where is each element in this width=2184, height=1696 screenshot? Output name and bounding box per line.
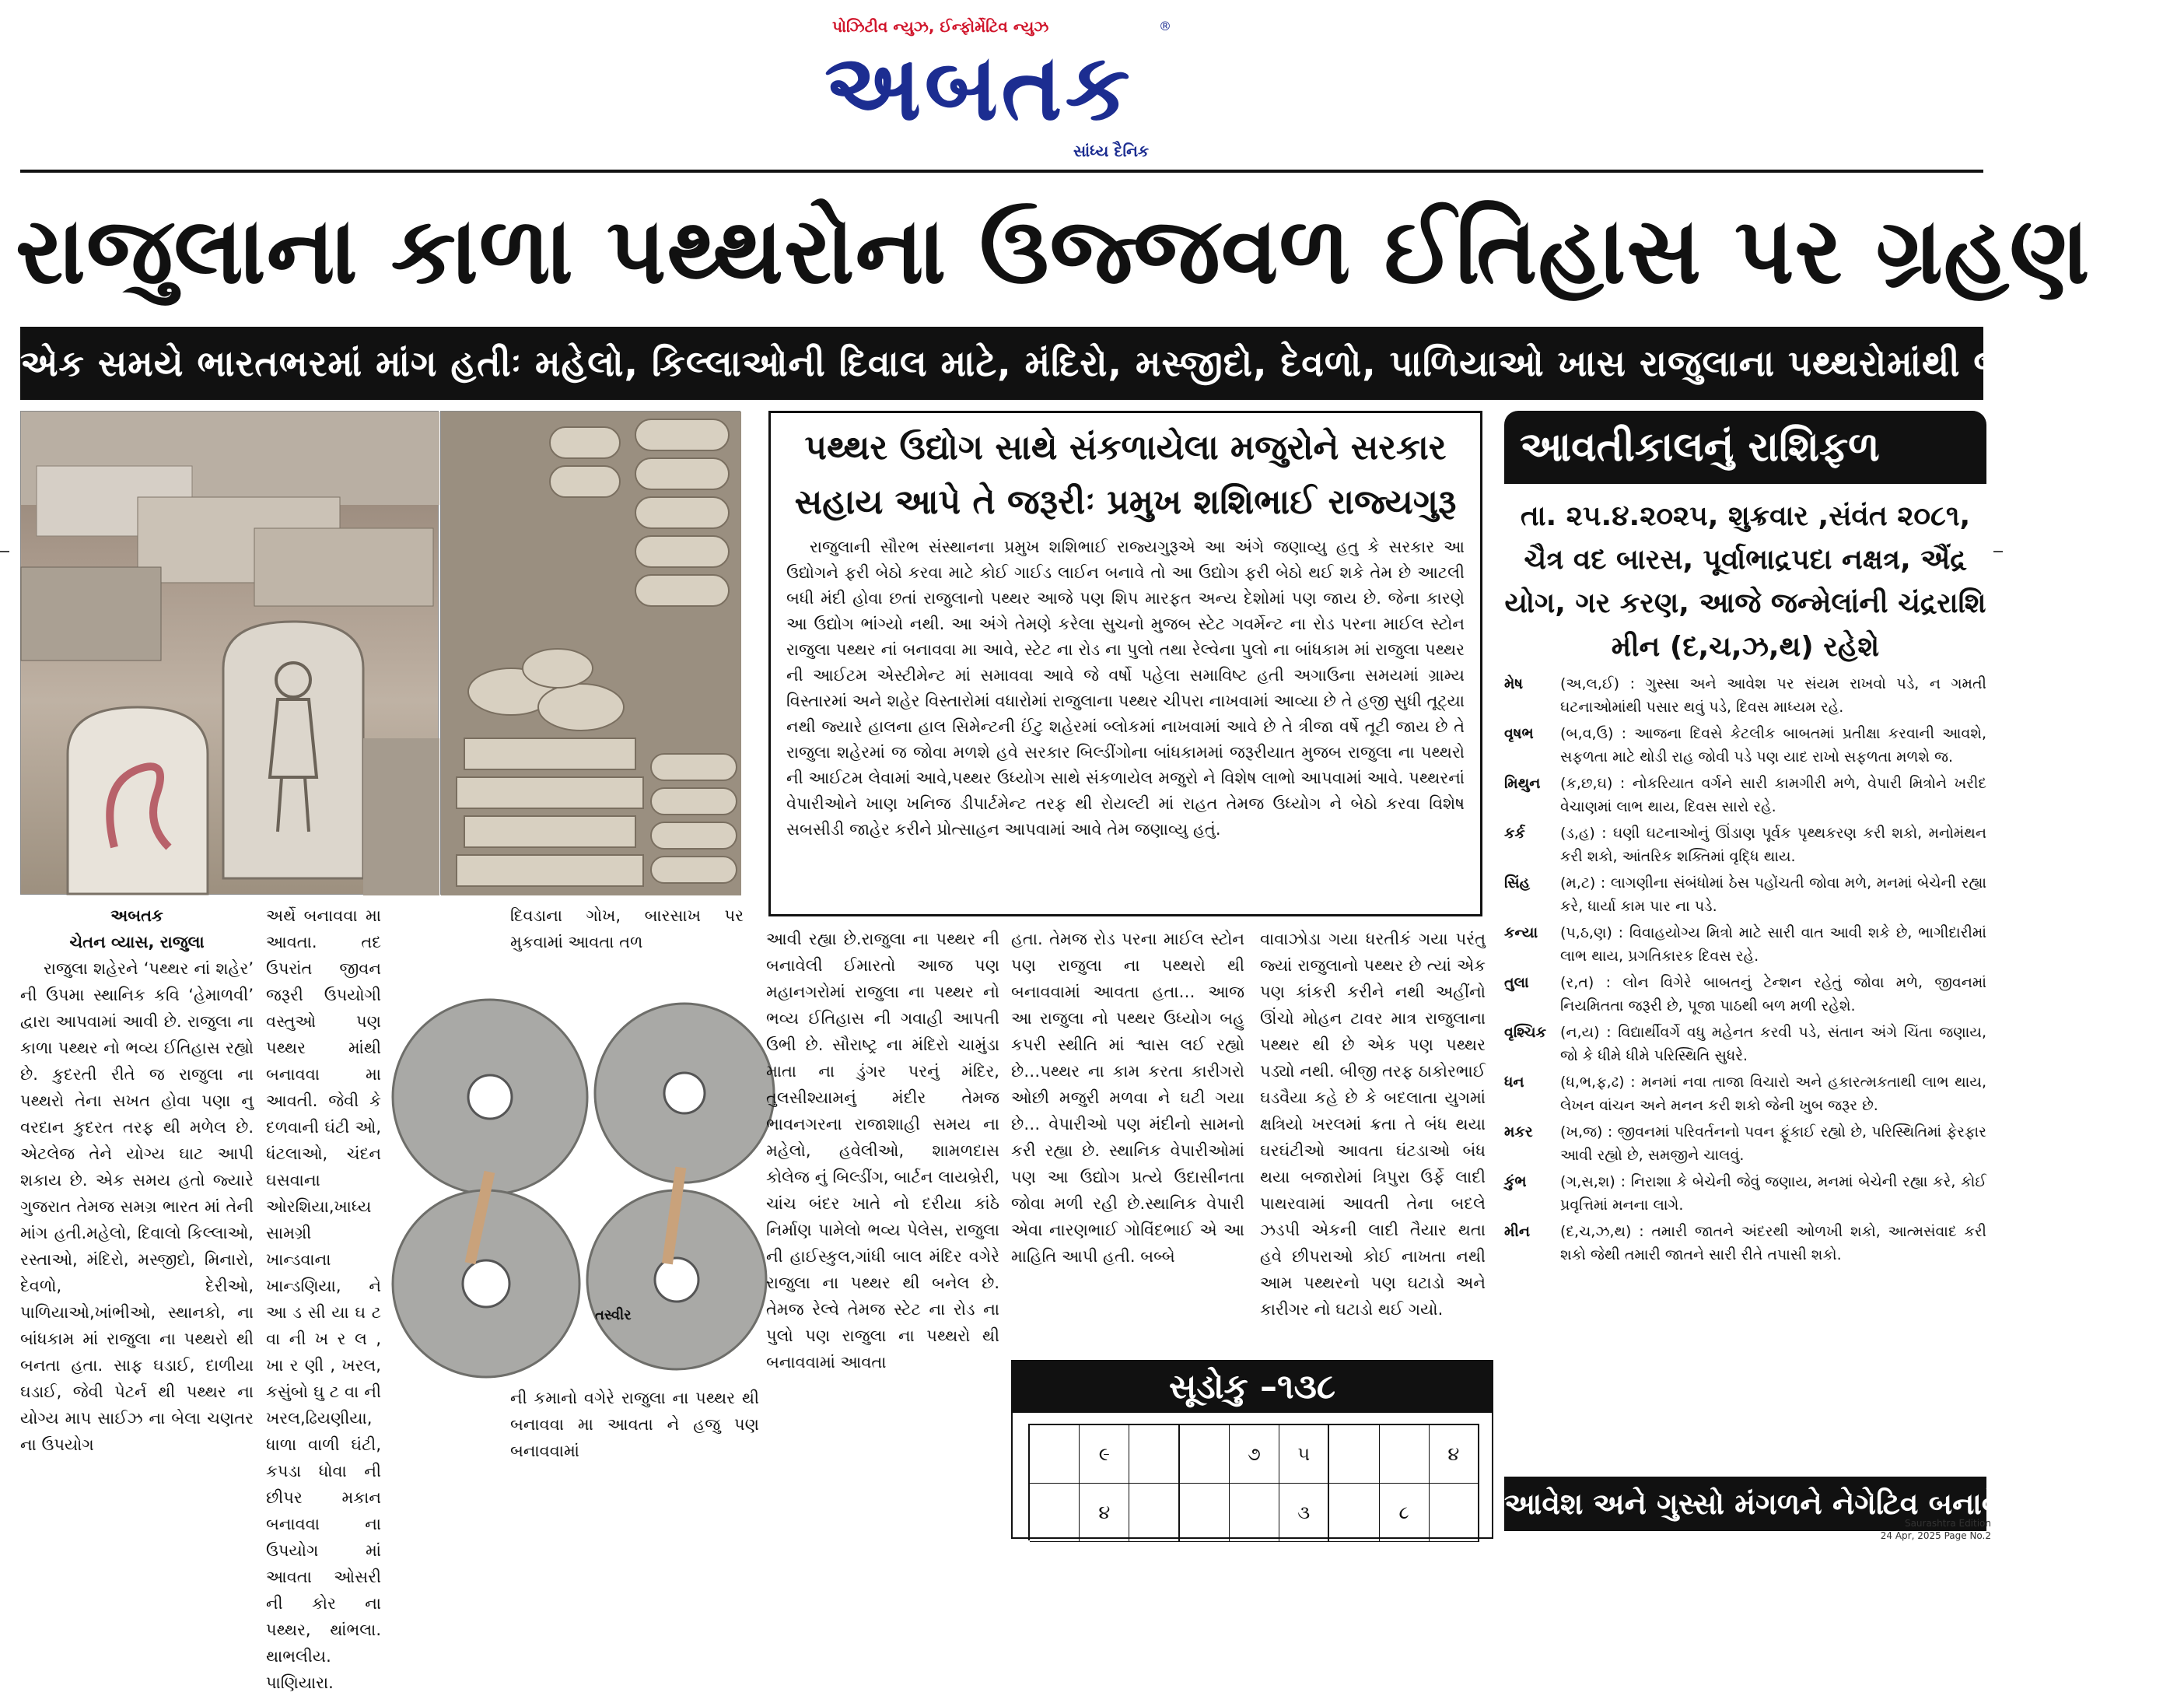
- sudoku-cell: ૩: [1279, 1484, 1329, 1542]
- article-column-5: [1011, 926, 1244, 1270]
- rashi-text: (બ,વ,ઉ) : આજના દિવસે કેટલીક બાબતમાં પ્રતીક્ષા કરવાની આવશે, સફળતા માટે થોડી રાહ જોવી પડે પણ યાદ રાખો સફળતા મળશે જ.: [1560, 725, 1986, 766]
- rashifal-date-line: તા. ૨૫.૪.૨૦૨૫, શુક્રવાર ,સંવંત ૨૦૮૧, ચૈત્ર વદ બારસ, પૂર્વાભાદ્રપદા નક્ષત્ર, ઐંદ્ર યોગ, ગર કરણ, આજે જન્મેલાંની ચંદ્રરાશિ મીન (દ,ચ,ઝ,થ) રહેશે: [1504, 500, 1986, 663]
- edition-name: Saurashtra Edition: [1904, 1518, 1991, 1529]
- rashi-item: [1504, 971, 1986, 1018]
- rashi-text: (અ,લ,ઈ) : ગુસ્સા અને આવેશ પર સંયમ રાખવો પડે, ન ગમતી ઘટનાઓમાંથી પસાર થવું પડે, દિવસ માધ્યમ રહે.: [1560, 675, 1986, 716]
- rashi-name: કન્યા: [1504, 924, 1538, 941]
- subheadline-band: એક સમયે ભારતભરમાં માંગ હતીઃ મહેલો, કિલ્લાઓની દિવાલ માટે, મંદિરો, મસ્જીદો, દેવળો, પાળિયાઓ ખાસ રાજુલાના પથ્થરોમાંથી જ બનતા હતા: [20, 327, 1983, 400]
- rashi-item: [1504, 822, 1986, 868]
- rashi-text: (ખ,જ) : જીવનમાં પરિવર્તનનો પવન ફૂંકાઈ રહ્યો છે, પરિસ્થિતિમાં ફેરફાર આવી રહ્યો છે, સમજીને ચાલવું.: [1560, 1123, 1986, 1164]
- grinding-wheels-illustration: [389, 980, 778, 1385]
- boxed-article-body: રાજુલાની સૌરભ સંસ્થાનના પ્રમુખ શશિભાઈ રાજ્યગુરૂએ આ અંગે જણાવ્યુ હતુ કે સરકાર આ ઉદ્યોગને ફરી બેઠો કરવા માટે કોઈ ગાઈડ લાઈન બનાવે તો આ ઉદ્યોગ ફરી બેઠો થઈ શકે તેમ છે આટલી બધી મંદી હોવા છતાં રાજુલાનો પથ્થર આજે પણ શિપ મારફત અન્ય દેશોમાં પણ જાય છે. જેના કારણે આ ઉદ્યોગ ભાંગ્યો નથી. આ અંગે તેમણે કરેલા સુચનો મુજબ સ્ટેટ ગવર્મેન્ટ ના રોડ પરના માઈલ સ્ટોન રાજુલા પથ્થર નાં બનાવવા મા આવે, સ્ટેટ ના રોડ ના પુલો તથા રેલ્વેના પુલો ના બાંધકામ માં રાજુલા પથ્થર ની આઈટમ એસ્ટીમેન્ટ માં સમાવવા આવે જે વર્ષો પહેલા સમાવિષ્ટ હતી અગાઉના સમયમાં ગ્રામ્ય વિસ્તારમાં અને શહેર વિસ્તારોમાં વધારોમાં રાજુલાના પથ્થર ચીપરા નાખવામાં આવ્યા છે તે હજી સુધી તૂટ્યા નથી જ્યારે હાલના હાલ સિમેન્ટની ઈંટુ શહેરમાં બ્લોકમાં નાખવામાં આવે છે તે ત્રીજા વર્ષે તૂટી જાય છે તે રાજુલા શહેરમાં જ જોવા મળશે હવે સરકાર બિલ્ડીંગોના બાંધકામમાં જરૂરીયાત મુજબ રાજુલા ના પથ્થરો ની આઈટમ લેવામાં આવે,પથ્થર ઉધ્યોગ સાથે સંકળાયેલ મજુરો ને વિશેષ લાભો આપવામાં આવે. પથ્થરનાં વેપારીઓને ખાણ ખનિજ ડીપાર્ટમેન્ટ તરફ થી રોયલ્ટી માં રાહત તેમજ ઉધ્યોગ ને બેઠો કરવા વિશેષ સબસીડી જાહેર કરીને પ્રોત્સાહન આપવામાં આવે તેમ જણાવ્યુ હતું.: [786, 538, 1465, 839]
- rashi-name: કુંભ: [1504, 1173, 1527, 1190]
- rashi-item: [1504, 772, 1986, 818]
- rashi-text: (ર,ત) : લોન વિગેરે બાબતનું ટેન્શન રહેતું જોવા મળે, જીવનમાં નિયમિતતા જરૂરી છે, પૂજા પાઠથી બળ મળી રહેશે.: [1560, 974, 1986, 1014]
- edition-label: સાંધ્ય દૈનિક: [1073, 142, 1150, 160]
- rashifal-footer: આવેશ અને ગુસ્સો મંગળને નેગેટિવ બનાવે છે: [1504, 1477, 1986, 1531]
- rashi-name: વૃષભ: [1504, 725, 1534, 742]
- rashi-text: (ધ,ભ,ફ,ઢ) : મનમાં નવા તાજા વિચારો અને હકારત્મકતાથી લાભ થાય, લેખન વાંચન અને મનન કરી શકો જેની ખુબ જરૂર છે.: [1560, 1074, 1986, 1114]
- rashi-name: ધન: [1504, 1074, 1524, 1091]
- newspaper-logo: અબતક: [824, 33, 1133, 141]
- sudoku-cell: ૯: [1080, 1425, 1129, 1484]
- rashifal-section: [1504, 411, 2034, 1531]
- article-text-col3b: ની કમાનો વગેરે રાજુલા ના પથ્થર થી બનાવવા મા આવતા ને હજુ પણ બનાવવામાં: [510, 1389, 759, 1460]
- photo-grinding-wheels: [389, 980, 778, 1385]
- rashi-name: વૃશ્ચિક: [1504, 1024, 1546, 1041]
- article-column-1: [20, 902, 254, 1458]
- sudoku-cell: [1430, 1484, 1479, 1542]
- article-text-col2: અર્થે બનાવવા મા આવતા. તદ ઉપરાંત જીવન જરૂરી ઉપયોગી વસ્તુઓ પણ પથ્થર માંથી બનાવવા મા આવતી. જેવી કે દળવાની ઘંટી ઓ, ધંટલાઓ, ચંદન ઘસવાના ઓરશિયા,ખાધ્ય સામગ્રી ખાન્ડવાના ખાન્ડણિયા, ને આ ડ સી યા ઘ ટ વા ની ખ ર લ , ખા ર ણી , ખરલ, કસુંબો ઘુ ટ વા ની ખરલ,ઢિયણીયા, ધાળા વાળી ઘંટી, કપડા ધોવા ની છીપર મકાન બનાવવા ના ઉપયોગ માં આવતા ઓસરી ની કોર ના પથ્થર, થાંભલા. થાભલીય. પાણિયારા.: [266, 906, 381, 1692]
- edition-note: [1820, 1517, 1991, 1542]
- article-column-3b: [510, 1385, 759, 1464]
- sudoku-cell: [1329, 1484, 1379, 1542]
- rashi-name: તુલા: [1504, 974, 1529, 991]
- boxed-article: [768, 411, 1482, 916]
- rashi-item: [1504, 1021, 1986, 1067]
- sudoku-cell: [1380, 1425, 1430, 1484]
- top-rule: [20, 170, 1983, 173]
- sudoku-grid: [1028, 1424, 1479, 1540]
- edition-date-page: 24 Apr, 2025 Page No.2: [1880, 1530, 1991, 1541]
- article-column-6: [1260, 926, 1486, 1323]
- photo-carved-stones: [20, 411, 439, 895]
- rashi-item: [1504, 672, 1986, 719]
- rashi-name: મકર: [1504, 1123, 1533, 1141]
- article-text-col3: દિવડાના ગોખ, બારસાખ પર મુકવામાં આવતા તળ: [510, 906, 744, 951]
- rashi-name: મેષ: [1504, 675, 1524, 692]
- rashi-item: [1504, 1071, 1986, 1117]
- article-column-4: [766, 926, 999, 1375]
- main-headline: રાજુલાના કાળા પથ્થરોના ઉજ્જવળ ઈતિહાસ પર ગ્રહણ: [16, 197, 2091, 304]
- rashi-item: [1504, 1220, 1986, 1267]
- byline-author: ચેતન વ્યાસ, રાજુલા: [69, 933, 205, 951]
- sudoku-cell: ૫: [1279, 1425, 1329, 1484]
- article-text-col4: આવી રહ્યા છે.રાજુલા ના પથ્થર ની બનાવેલી ઈમારતો આજ પણ મહાનગરોમાં રાજુલા ના પથ્થર નો ભવ્ય ઈતિહાસ ની ગવાહી આપતી ઉભી છે. સૌરાષ્ટ્ર ના મંદિરો ચામુંડા માતા ના ડુંગર પરનું મંદિર, તુલસીશ્યામનું મંદીર તેમજ ભાવનગરના રાજાશાહી સમય ના મહેલો, હવેલીઓ, શામળદાસ કોલેજ નું બિલ્ડીંગ, બાર્ટન લાયબ્રેરી, ચાંચ બંદર ખાતે નો દરીયા કાંઠે નિર્માણ પામેલો ભવ્ય પેલેસ, રાજુલા ની હાઈસ્કુલ,ગાંધી બાલ મંદિર વગેરે રાજુલા ના પથ્થર થી બનેલ છે. તેમજ રેલ્વે તેમજ સ્ટેટ ના રોડ ના પુલો પણ રાજુલા ના પથ્થરો થી બનાવવામાં આવતા: [766, 930, 999, 1372]
- rashi-text: (ડ,હ) : ઘણી ઘટનાઓનું ઊંડાણ પૂર્વક પૃથ્થકરણ કરી શકો, મનોમંથન કરી શકો, આંતરિક શક્તિમાં વૃદ્ધિ થાય.: [1560, 825, 1986, 865]
- rashi-item: [1504, 921, 1986, 968]
- sudoku-cell: [1230, 1484, 1279, 1542]
- rashi-text: (દ,ચ,ઝ,થ) : તમારી જાતને અંદરથી ઓળખી શકો, આત્મસંવાદ કરી શકો જેથી તમારી જાતને સારી રીતે તપાસી શકો.: [1560, 1223, 1986, 1263]
- article-column-2: [266, 902, 381, 1696]
- rashifal-list: [1504, 672, 1986, 1267]
- sudoku-cell: ૪: [1080, 1484, 1129, 1542]
- rashi-item: [1504, 722, 1986, 769]
- sudoku-cell: [1180, 1425, 1230, 1484]
- rashi-text: (ગ,સ,શ) : નિરાશા કે બેચેની જેવું જણાય, મનમાં બેચેની રહ્યા કરે, કોઈ પ્રવૃત્તિમાં મનના લાગે.: [1560, 1173, 1986, 1214]
- sudoku-cell: [1129, 1484, 1179, 1542]
- stone-grinders-illustration: [441, 412, 741, 895]
- registered-mark: ®: [1159, 19, 1171, 33]
- sudoku-cell: [1030, 1425, 1080, 1484]
- masthead: [778, 17, 1213, 165]
- photo-caption: તસ્વીર: [595, 1307, 632, 1323]
- sudoku-cell: [1030, 1484, 1080, 1542]
- sudoku-cell: [1180, 1484, 1230, 1542]
- margin-tick-left: [0, 551, 9, 552]
- rashifal-title: આવતીકાલનું રાશિફળ: [1504, 411, 1986, 484]
- rashi-text: (ન,ય) : વિદ્યાર્થીવર્ગે વધુ મહેનત કરવી પડે, સંતાન અંગે ચિંતા જણાય, જો કે ધીમે ધીમે પરિસ્થિતિ સુધરે.: [1560, 1024, 1986, 1064]
- rashi-item: [1504, 1120, 1986, 1167]
- sudoku-cell: ૮: [1380, 1484, 1430, 1542]
- sudoku-cell: [1329, 1425, 1379, 1484]
- article-text-col5: હતા. તેમજ રોડ પરના માઈલ સ્ટોન પણ રાજુલા ના પથ્થરો થી બનાવવામાં આવતા હતા… આજ આ રાજુલા નો પથ્થર ઉધ્યોગ બહુ કપરી સ્થીતિ માં શ્વાસ લઈ રહ્યો છે…પથ્થર ના કામ કરતા કારીગરો ઓછી મજુરી મળવા ને ઘટી ગયા છે… વેપારીઓ પણ મંદીનો સામનો કરી રહ્યા છે. સ્થાનિક વેપારીઓમાં પણ આ ઉદ્યોગ પ્રત્યે ઉદાસીનતા જોવા મળી રહી છે.સ્થાનિક વેપારી એવા નારણભાઈ ગોવિંદભાઈ એ આ માહિતિ આપી હતી. બબ્બે: [1011, 930, 1244, 1266]
- masthead-tagline: પોઝિટીવ ન્યુઝ, ઈન્ફોર્મેટિવ ન્યુઝ: [832, 17, 1049, 36]
- sudoku-cell: ૪: [1430, 1425, 1479, 1484]
- rashi-item: [1504, 1170, 1986, 1217]
- article-text-col6: વાવાઝોડા ગયા ધરતીકં ગયા પરંતુ જ્યાં રાજુલાનો પથ્થર છે ત્યાં એક પણ કાંકરી કરીને નથી અહીંનો ઊંચો મોહન ટાવર માત્ર રાજુલાના પથ્થર થી છે એક પણ પથ્થર પડ્યો નથી. બીજી તરફ ઠાકોરભાઈ ઘડવૈયા કહે છે કે બદલાતા યુગમાં ક્ષત્રિયો ખરલમાં ક્રતા તે બંધ થયા ઘરઘંટીઓ આવતા ઘંટડાઓ બંધ થયા બજારોમાં ત્રિપુરા ઉર્ફે લાદી પાથરવામાં આવતી તેના બદલે ઝડપી એકની લાદી તૈયાર થતા હવે છીપરાઓ કોઈ નાખતા નથી આમ પથ્થરનો પણ ઘટાડો અને કારીગર નો ઘટાડો થઈ ગયો.: [1260, 930, 1486, 1319]
- sudoku-puzzle: [1011, 1360, 1493, 1539]
- margin-tick-right: [1993, 551, 2003, 552]
- photo-stone-grinders: [440, 411, 740, 895]
- rashi-text: (મ,ટ) : લાગણીના સંબંધોમાં ઠેસ પહોંચતી જોવા મળે, મનમાં બેચેની રહ્યા કરે, ધાર્યા કામ પાર ના પડે.: [1560, 874, 1986, 915]
- boxed-article-headline: પથ્થર ઉદ્યોગ સાથે સંકળાયેલા મજુરોને સરકાર સહાય આપે તે જરૂરીઃ પ્રમુખ શશિભાઈ રાજ્યગુરૂ: [794, 428, 1457, 522]
- sudoku-cell: [1129, 1425, 1179, 1484]
- rashi-text: (પ,ઠ,ણ) : વિવાહયોગ્ય મિત્રો માટે સારી વાત આવી શકે છે, ભાગીદારીમાં લાભ થાય, પ્રગતિકારક દિવસ રહે.: [1560, 924, 1986, 965]
- rashi-item: [1504, 871, 1986, 918]
- sudoku-title: સૂડોકુ –૧૩૮: [1013, 1361, 1492, 1413]
- rashi-name: સિંહ: [1504, 874, 1531, 892]
- rashi-name: કર્ક: [1504, 825, 1525, 842]
- article-column-3: [510, 902, 744, 955]
- rashi-name: મિથુન: [1504, 775, 1541, 792]
- article-text-col1: રાજુલા શહેરને ‘પથ્થર નાં શહેર’ ની ઉપમા સ્થાનિક કવિ ‘હેમાળવી’ દ્વારા આપવામાં આવી છે. રાજુલા ના કાળા પથ્થર નો ભવ્ય ઈતિહાસ રહ્યો છે. કુદરતી રીતે જ રાજુલા ના પથ્થરો તેના સખત હોવા પણા નુ વરદાન કુદરત તરફ થી મળેલ છે. એટલેજ તેને યોગ્ય ઘાટ આપી શકાય છે. એક સમય હતો જ્યારે ગુજરાત તેમજ સમગ્ર ભારત માં તેની માંગ હતી.મહેલો, દિવાલો કિલ્લાઓ, રસ્તાઓ, મંદિરો, મસ્જીદો, મિનારો, દેવળો, દેરીઓ, પાળિયાઓ,ખાંભીઓ, સ્થાનકો, ના બાંધકામ માં રાજુલા ના પથ્થરો થી બનતા હતા. સાફ ઘડાઈ, દાળીયા ઘડાઈ, જેવી પેટર્ન થી પથ્થર ના યોગ્ય માપ સાઈઝ ના બેલા ચણતર ના ઉપયોગ: [20, 959, 254, 1454]
- rashi-text: (ક,છ,ઘ) : નોકરિયાત વર્ગને સારી કામગીરી મળે, વેપારી મિત્રોને ખરીદ વેચાણમાં લાભ થાય, દિવસ સારો રહે.: [1560, 775, 1986, 815]
- carved-stones-illustration: [21, 412, 439, 895]
- byline-source: અબતક: [110, 906, 163, 925]
- rashi-name: મીન: [1504, 1223, 1531, 1240]
- sudoku-cell: ૭: [1230, 1425, 1279, 1484]
